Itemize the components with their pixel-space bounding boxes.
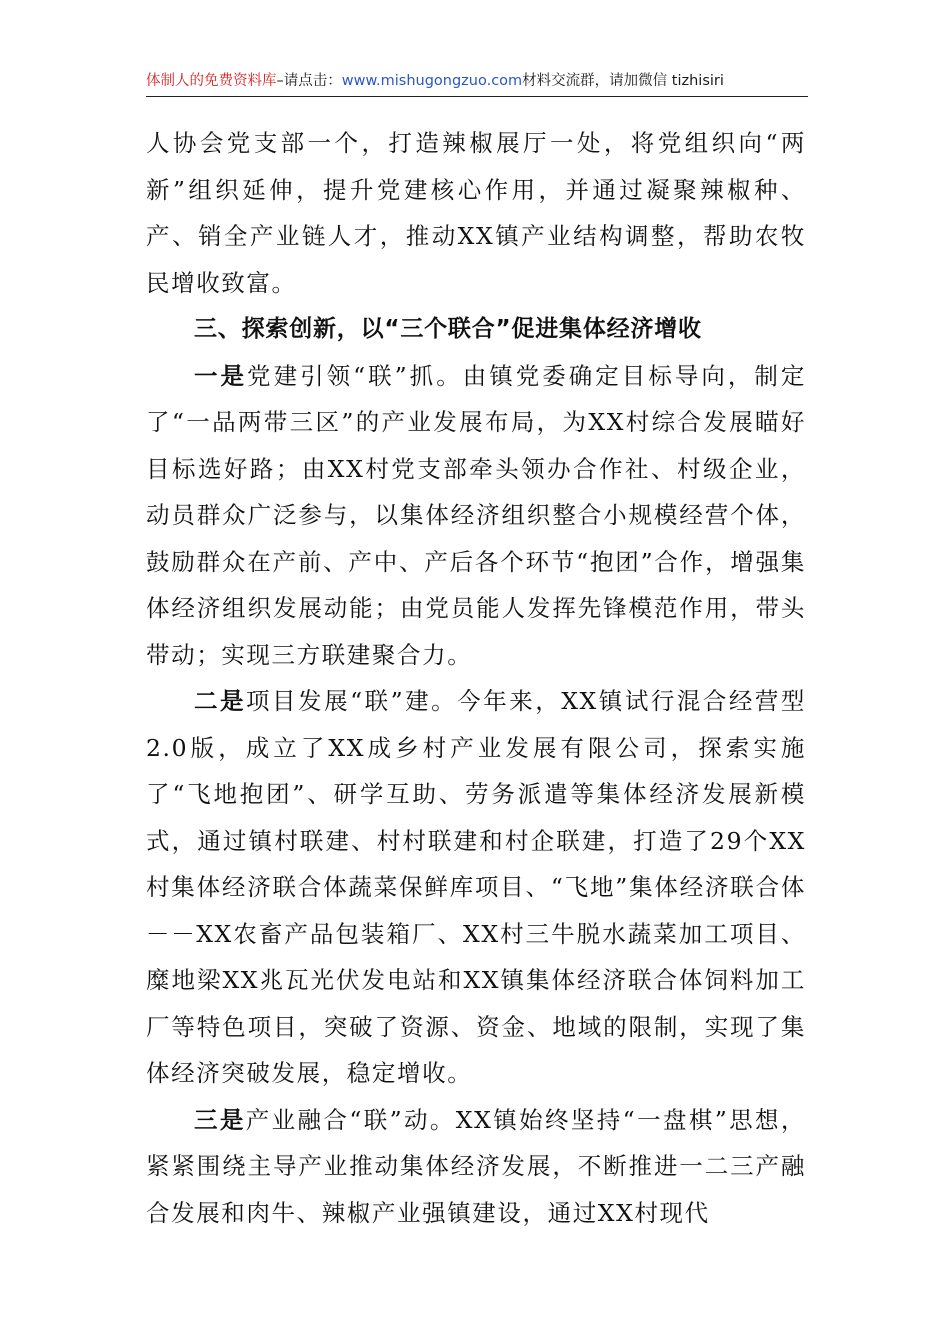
item-lead-1: 一是 <box>194 361 248 390</box>
item-lead-2: 二是 <box>194 687 247 715</box>
section-heading: 三、探索创新，以“三个联合”促进集体经济增收 <box>194 316 702 342</box>
item-text-2: 项目发展“联”建。今年来，XX镇试行混合经营型2.0版，成立了XX成乡村产业发展有限公司，探索实施了“飞地抱团”、研学互助、劳务派遣等集体经济发展新模式，通过镇村联建、村村联建和村企联建，打造了29个XX村集体经济联合体蔬菜保鲜库项目、“飞地”集体经济联合体－－XX农畜产品包装箱厂、XX村三牛脱水蔬菜加工项目、糜地梁XX兆瓦光伏发电站和XX镇集体经济联合体饲料加工厂等特色项目，突破了资源、资金、地域的限制，实现了集体经济突破发展，稳定增收。 <box>146 687 806 1087</box>
header-prompt: –请点击： <box>276 73 342 89</box>
paragraph-continued: 人协会党支部一个，打造辣椒展厅一处，将党组织向“两新”组织延伸，提升党建核心作用，并通过凝聚辣椒种、产、销全产业链人才，推动XX镇产业结构调整，帮助农牧民增收致富。 <box>146 129 806 297</box>
item-text-3: 产业融合“联”动。XX镇始终坚持“一盘棋”思想，紧紧围绕主导产业推动集体经济发展，不断推进一二三产融合发展和肉牛、辣椒产业强镇建设，通过XX村现代 <box>146 1105 806 1227</box>
item-lead-3: 三是 <box>194 1105 246 1134</box>
header-url-link[interactable]: www.mishugongzuo.com <box>341 73 523 89</box>
item-paragraph-1 <box>146 353 806 679</box>
document-body <box>146 120 806 1236</box>
item-paragraph-3 <box>146 1097 806 1237</box>
item-paragraph-2 <box>146 678 806 1097</box>
header-note: 材料交流群，请加微信 tizhisiri <box>522 73 724 89</box>
item-text-1: 党建引领“联”抓。由镇党委确定目标导向，制定了“一品两带三区”的产业发展布局，为XX村综合发展瞄好目标选好路；由XX村党支部牵头领办合作社、村级企业，动员群众广泛参与，以集体经济组织整合小规模经营个体，鼓励群众在产前、产中、产后各个环节“抱团”合作，增强集体经济组织发展动能；由党员能人发挥先锋模范作用，带头带动；实现三方联建聚合力。 <box>146 361 807 669</box>
header-site-name: 体制人的免费资料库 <box>146 73 277 89</box>
page-header <box>146 70 808 97</box>
